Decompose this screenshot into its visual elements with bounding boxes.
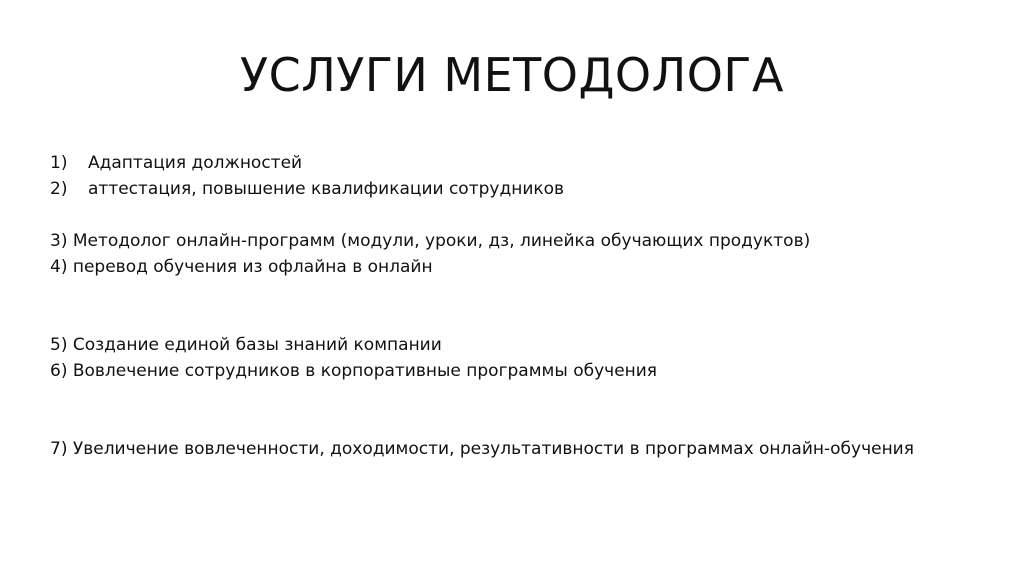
spacer xyxy=(50,384,1000,436)
list-item: 5) Создание единой базы знаний компании xyxy=(50,335,442,355)
spacer xyxy=(50,280,1000,332)
slide-title: УСЛУГИ МЕТОДОЛОГА xyxy=(240,48,784,102)
list-item: 6) Вовлечение сотрудников в корпоративные программы обучения xyxy=(50,361,658,381)
slide-body xyxy=(50,150,1000,462)
spacer xyxy=(50,202,1000,228)
list-item-text: аттестация, повышение квалификации сотрудников xyxy=(88,179,565,199)
list-item: 4) перевод обучения из офлайна в онлайн xyxy=(50,257,433,277)
list-item-text: Адаптация должностей xyxy=(88,153,303,173)
list-item xyxy=(50,176,1000,202)
list-item: 7) Увеличение вовлеченности, доходимости, результативности в программах онлайн-обучения xyxy=(50,439,914,459)
list-item-number: 1) xyxy=(50,153,68,173)
list-item xyxy=(50,150,1000,176)
list-item: 3) Методолог онлайн-программ (модули, уроки, дз, линейка обучающих продуктов) xyxy=(50,231,811,251)
list-item-number: 2) xyxy=(50,179,68,199)
